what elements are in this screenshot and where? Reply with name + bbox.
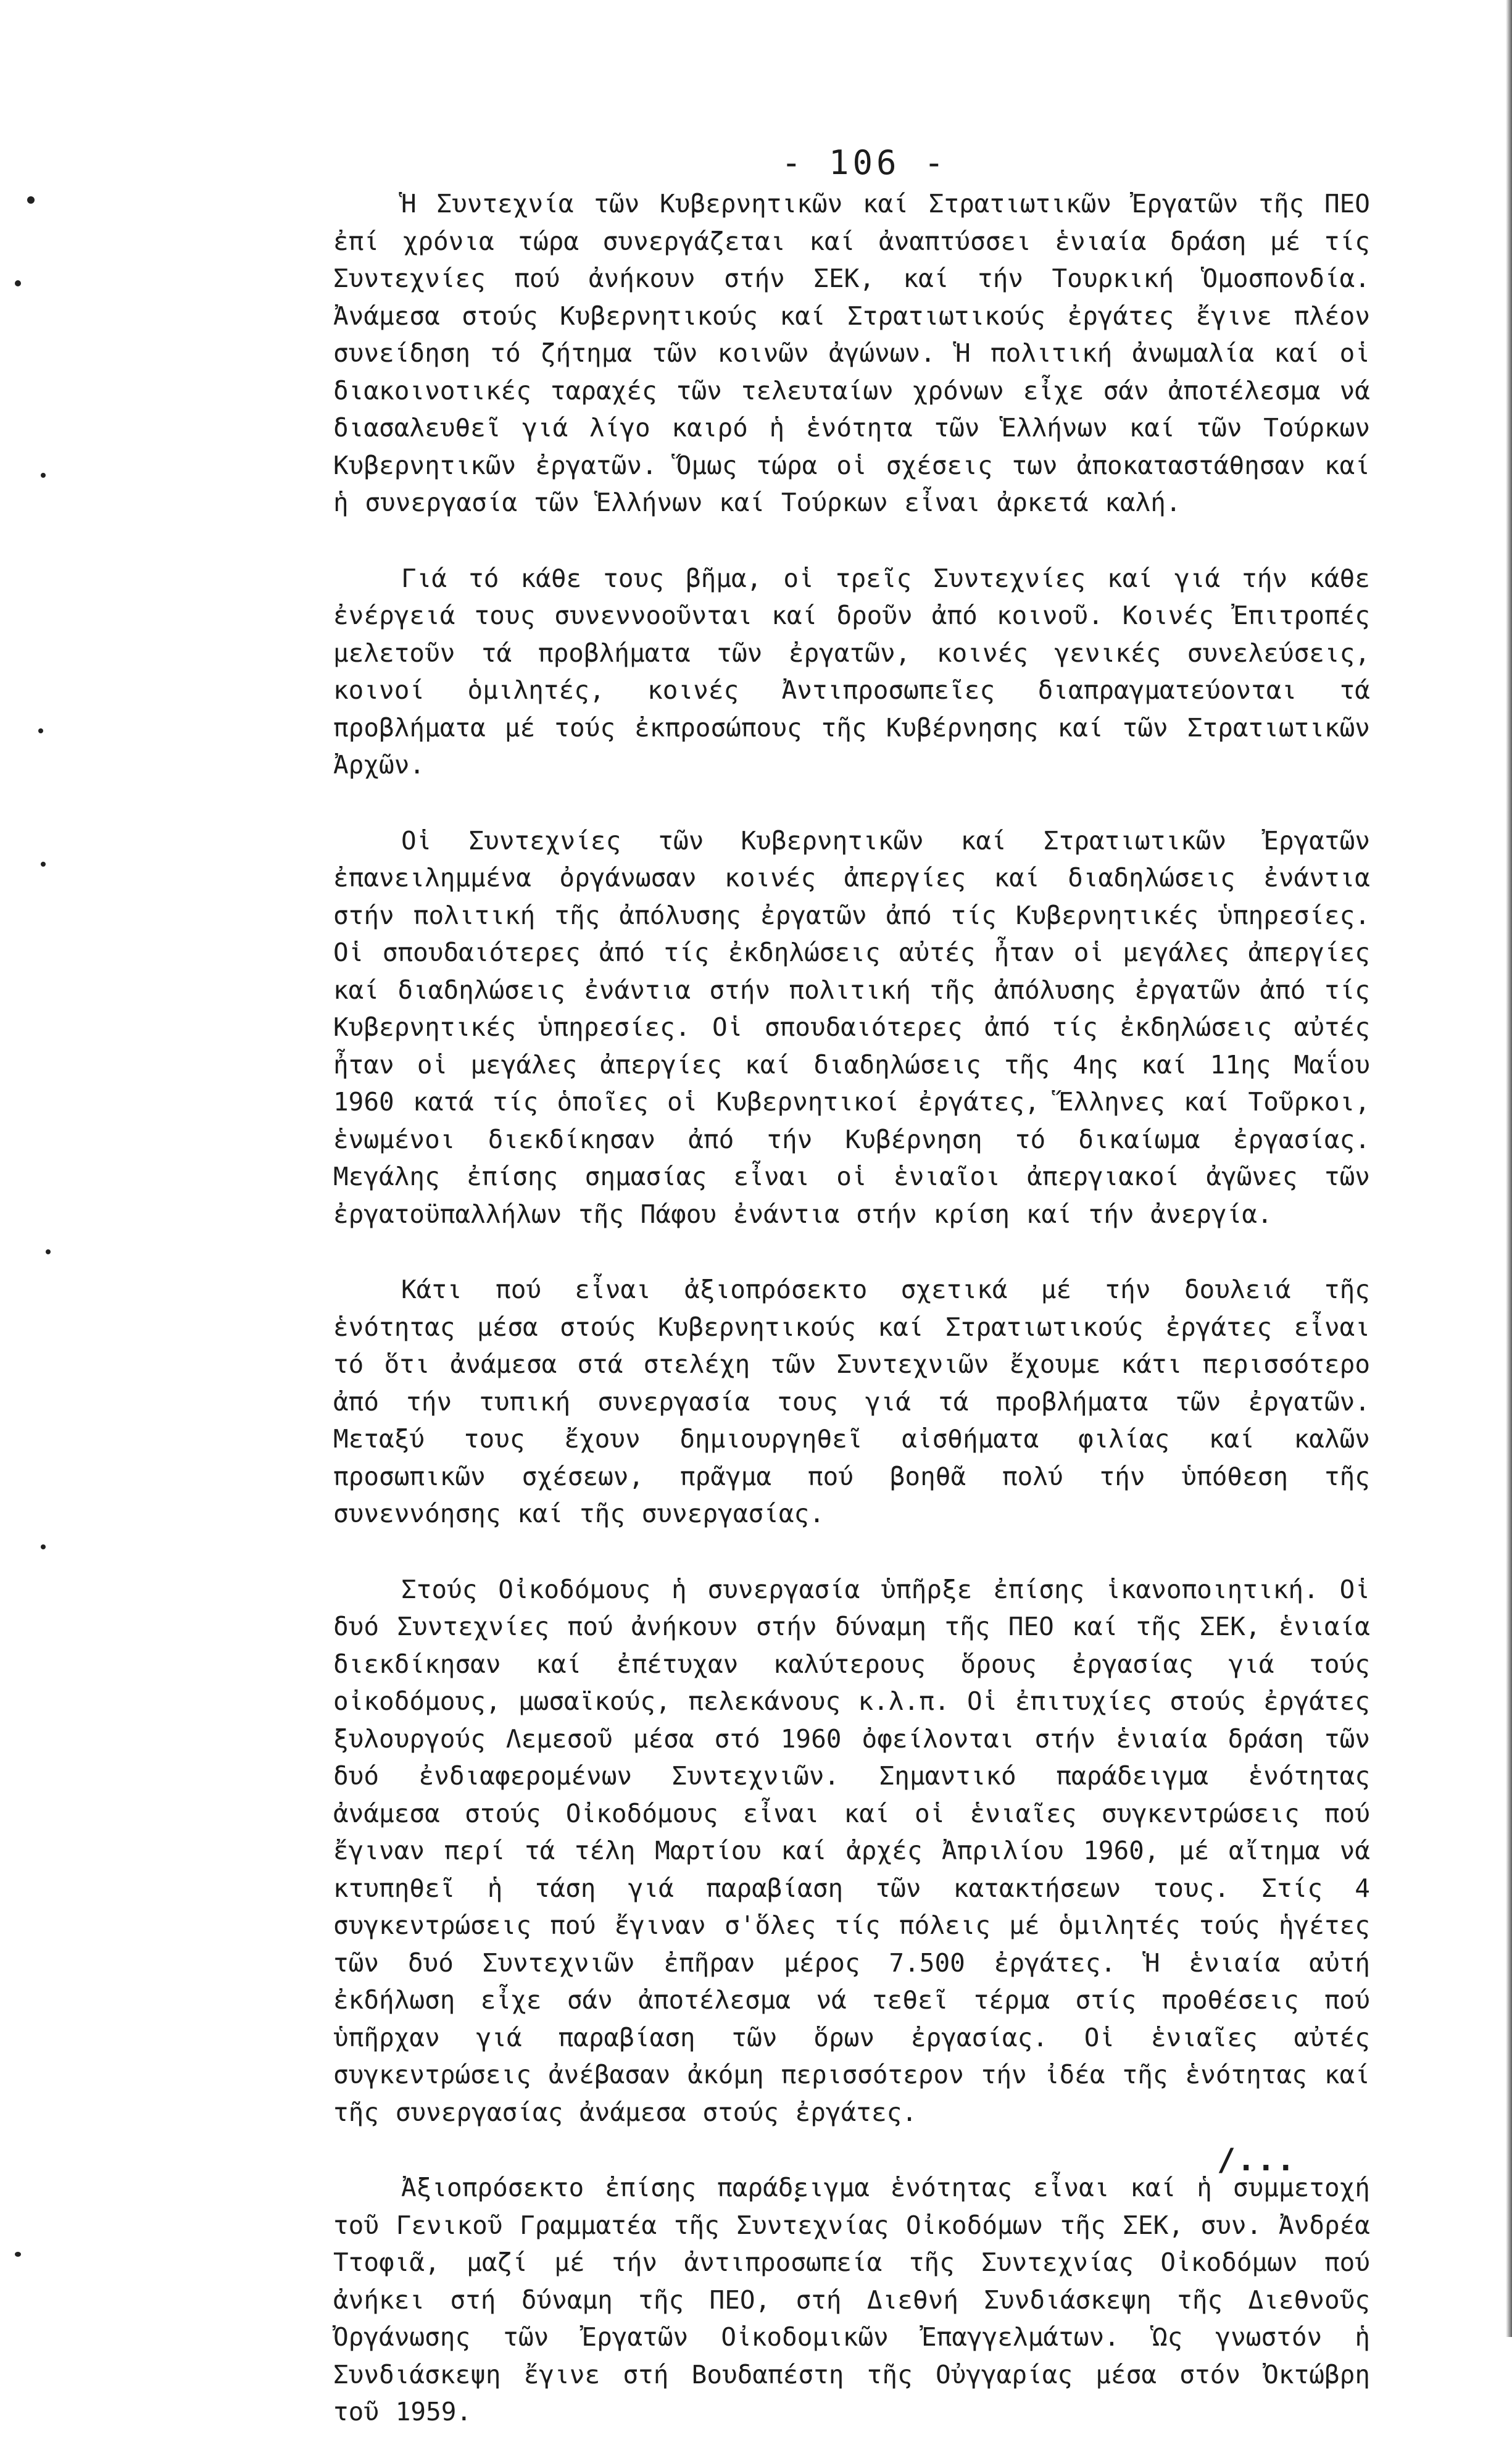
scan-speck <box>15 2252 21 2257</box>
scan-speck <box>46 1249 51 1254</box>
scan-speck <box>38 728 43 733</box>
paragraph: Οἱ Συντεχνίες τῶν Κυβερνητικῶν καί Στρατιωτικῶν Ἐργατῶν ἐπανειλημμένα ὀργάνωσαν κοινές ἀπεργίες καί διαδηλώσεις ἐνάντια στήν πολιτική τῆς ἀπόλυσης ἐργατῶν ἀπό τίς Κυβερνητικές ὑπηρεσίες. Οἱ σπουδαιότερες ἀπό τίς ἐκδηλώσεις αὐτές ἦταν οἱ μεγάλες ἀπεργίες καί διαδηλώσεις ἐνάντια στήν πολιτική τῆς ἀπόλυσης ἐργατῶν ἀπό τίς Κυβερνητικές ὑπηρεσίες. Οἱ σπουδαιότερες ἀπό τίς ἐκδηλώσεις αὐτές ἦταν οἱ μεγάλες ἀπεργίες καί διαδηλώσεις τῆς 4ης καί 11ης Μαΐου 1960 κατά τίς ὁποῖες οἱ Κυβερνητικοί ἐργάτες, Ἕλληνες καί Τοῦρκοι, ἑνωμένοι διεκδίκησαν ἀπό τήν Κυβέρνηση τό δικαίωμα ἐργασίας. Μεγάλης ἐπίσης σημασίας εἶναι οἱ ἑνιαῖοι ἀπεργιακοί ἀγῶνες τῶν ἐργατοϋπαλλήλων τῆς Πάφου ἐνάντια στήν κρίση καί τήν ἀνεργία. <box>333 825 1370 1229</box>
paragraph: Κάτι πού εἶναι ἀξιοπρόσεκτο σχετικά μέ τήν δουλειά τῆς ἑνότητας μέσα στούς Κυβερνητικούς καί Στρατιωτικούς ἐργάτες εἶναι τό ὅτι ἀνάμεσα στά στελέχη τῶν Συντεχνιῶν ἔχουμε κάτι περισσότερο ἀπό τήν τυπική συνεργασία τους γιά τά προβλήματα τῶν ἐργατῶν. Μεταξύ τους ἔχουν δημιουργηθεῖ αἰσθήματα φιλίας καί καλῶν προσωπικῶν σχέσεων, πρᾶγμα πού βοηθᾶ πολύ τήν ὑπόθεση τῆς συνεννόησης καί τῆς συνεργασίας. <box>333 1275 1370 1528</box>
paragraph: Ἡ Συντεχνία τῶν Κυβερνητικῶν καί Στρατιωτικῶν Ἐργατῶν τῆς ΠΕΟ ἐπί χρόνια τώρα συνεργάζεται καί ἀναπτύσσει ἑνιαία δράση μέ τίς Συντεχνίες πού ἀνήκουν στήν ΣΕΚ, καί τήν Τουρκική Ὁμοσπονδία. Ἀνάμεσα στούς Κυβερνητικούς καί Στρατιωτικούς ἐργάτες ἔγινε πλέον συνείδηση τό ζήτημα τῶν κοινῶν ἀγώνων. Ἡ πολιτική ἀνωμαλία καί οἱ διακοινοτικές ταραχές τῶν τελευταίων χρόνων εἶχε σάν ἀποτέλεσμα νά διασαλευθεῖ γιά λίγο καιρό ἡ ἑνότητα τῶν Ἑλλήνων καί τῶν Τούρκων Κυβερνητικῶν ἐργατῶν. Ὅμως τώρα οἱ σχέσεις των ἀποκαταστάθησαν καί ἡ συνεργασία τῶν Ἑλλήνων καί Τούρκων εἶναι ἀρκετά καλή. <box>333 189 1370 517</box>
paragraph: Ἀξιοπρόσεκτο ἐπίσης παράδειγμα ἑνότητας εἶναι καί ἡ συμμετοχή τοῦ Γενικοῦ Γραμματέα τῆς Συντεχνίας Οἰκοδόμων τῆς ΣΕΚ, συν. Ἀνδρέα Ττοφιᾶ, μαζί μέ τήν ἀντιπροσωπεία τῆς Συντεχνίας Οἰκοδόμων πού ἀνήκει στή δύναμη τῆς ΠΕΟ, στή Διεθνή Συνδιάσκεψη τῆς Διεθνοῦς Ὀργάνωσης τῶν Ἐργατῶν Οἰκοδομικῶν Ἐπαγγελμάτων. Ὡς γνωστόν ἡ Συνδιάσκεψη ἔγινε στή Βουδαπέστη τῆς Οὐγγαρίας μέσα στόν Ὀκτώβρη τοῦ 1959. <box>333 2173 1370 2427</box>
body-text <box>333 185 1370 2437</box>
scan-speck <box>27 196 35 204</box>
scan-edge-shadow <box>1506 0 1512 2337</box>
continuation-marker: /... <box>1217 2142 1297 2178</box>
scan-speck <box>41 862 46 867</box>
scan-speck <box>41 473 46 478</box>
paragraph: Στούς Οἰκοδόμους ἡ συνεργασία ὑπῆρξε ἐπίσης ἱκανοποιητική. Οἱ δυό Συντεχνίες πού ἀνήκουν στήν δύναμη τῆς ΠΕΟ καί τῆς ΣΕΚ, ἑνιαία διεκδίκησαν καί ἐπέτυχαν καλύτερους ὅρους ἐργασίας γιά τούς οἰκοδόμους, μωσαϊκούς, πελεκάνους κ.λ.π. Οἱ ἐπιτυχίες στούς ἐργάτες ξυλουργούς Λεμεσοῦ μέσα στό 1960 ὀφείλονται στήν ἑνιαία δράση τῶν δυό ἐνδιαφερομένων Συντεχνιῶν. Σημαντικό παράδειγμα ἑνότητας ἀνάμεσα στούς Οἰκοδόμους εἶναι καί οἱ ἑνιαῖες συγκεντρώσεις πού ἔγιναν περί τά τέλη Μαρτίου καί ἀρχές Ἀπριλίου 1960, μέ αἴτημα νά κτυπηθεῖ ἡ τάση γιά παραβίαση τῶν κατακτήσεων τους. Στίς 4 συγκεντρώσεις πού ἔγιναν σ'ὅλες τίς πόλεις μέ ὁμιλητές τούς ἡγέτες τῶν δυό Συντεχνιῶν ἐπῆραν μέρος 7.500 ἐργάτες. Ἡ ἑνιαία αὐτή ἐκδήλωση εἶχε σάν ἀποτέλεσμα νά τεθεῖ τέρμα στίς προθέσεις πού ὑπῆρχαν γιά παραβίαση τῶν ὅρων ἐργασίας. Οἱ ἑνιαῖες αὐτές συγκεντρώσεις ἀνέβασαν ἀκόμη περισσότερον τήν ἰδέα τῆς ἑνότητας καί τῆς συνεργασίας ἀνάμεσα στούς ἐργάτες. <box>333 1574 1370 2127</box>
paragraph: Γιά τό κάθε τους βῆμα, οἱ τρεῖς Συντεχνίες καί γιά τήν κάθε ἐνέργειά τους συνεννοοῦνται καί δροῦν ἀπό κοινοῦ. Κοινές Ἐπιτροπές μελετοῦν τά προβλήματα τῶν ἐργατῶν, κοινές γενικές συνελεύσεις, κοινοί ὁμιλητές, κοινές Ἀντιπροσωπεῖες διαπραγματεύονται τά προβλήματα μέ τούς ἐκπροσώπους τῆς Κυβέρνησης καί τῶν Στρατιωτικῶν Ἀρχῶν. <box>333 563 1370 780</box>
scan-speck <box>15 280 21 286</box>
scan-speck <box>41 1544 46 1549</box>
page-number: - 106 - <box>781 143 948 182</box>
